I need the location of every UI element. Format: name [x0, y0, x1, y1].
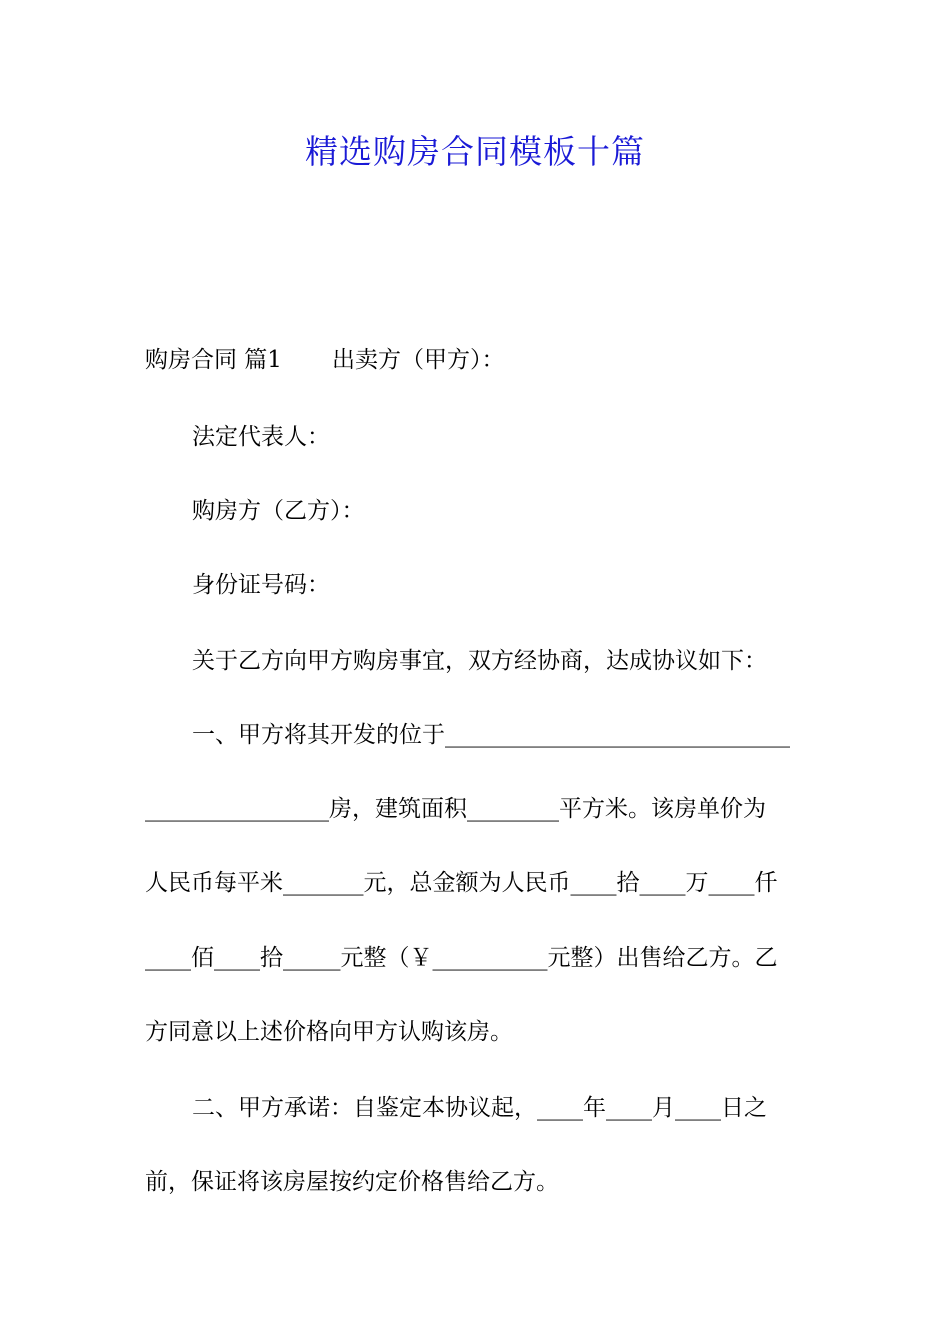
clause-two-line-2: 前，保证将该房屋按约定价格售给乙方。: [145, 1169, 559, 1195]
clause-one-line-3: 人民币每平米_______元，总金额为人民币____拾____万____仟: [145, 870, 778, 896]
clause-one-line-5: 方同意以上述价格向甲方认购该房。: [145, 1019, 513, 1045]
clause-one-line-1: 一、甲方将其开发的位于______________________________: [192, 722, 790, 748]
contract-heading-line: [145, 343, 807, 377]
clause-one-line-2: ________________房，建筑面积________平方米。该房单价为: [145, 796, 766, 822]
buyer-line: 购房方（乙方）：: [192, 498, 365, 524]
agreement-intro-line: 关于乙方向甲方购房事宜，双方经协商，达成协议如下：: [192, 648, 767, 674]
contract-section-label: 购房合同 篇1: [145, 347, 282, 373]
seller-label: 出卖方（甲方）：: [331, 347, 505, 373]
document-title: 精选购房合同模板十篇: [305, 132, 645, 171]
legal-representative-line: 法定代表人：: [192, 424, 330, 450]
id-number-line: 身份证号码：: [192, 572, 330, 598]
clause-one-line-4: ____佰____拾_____元整（￥__________元整）出售给乙方。乙: [145, 945, 778, 971]
clause-two-line-1: 二、甲方承诺：自鉴定本协议起，____年____月____日之: [192, 1095, 767, 1121]
